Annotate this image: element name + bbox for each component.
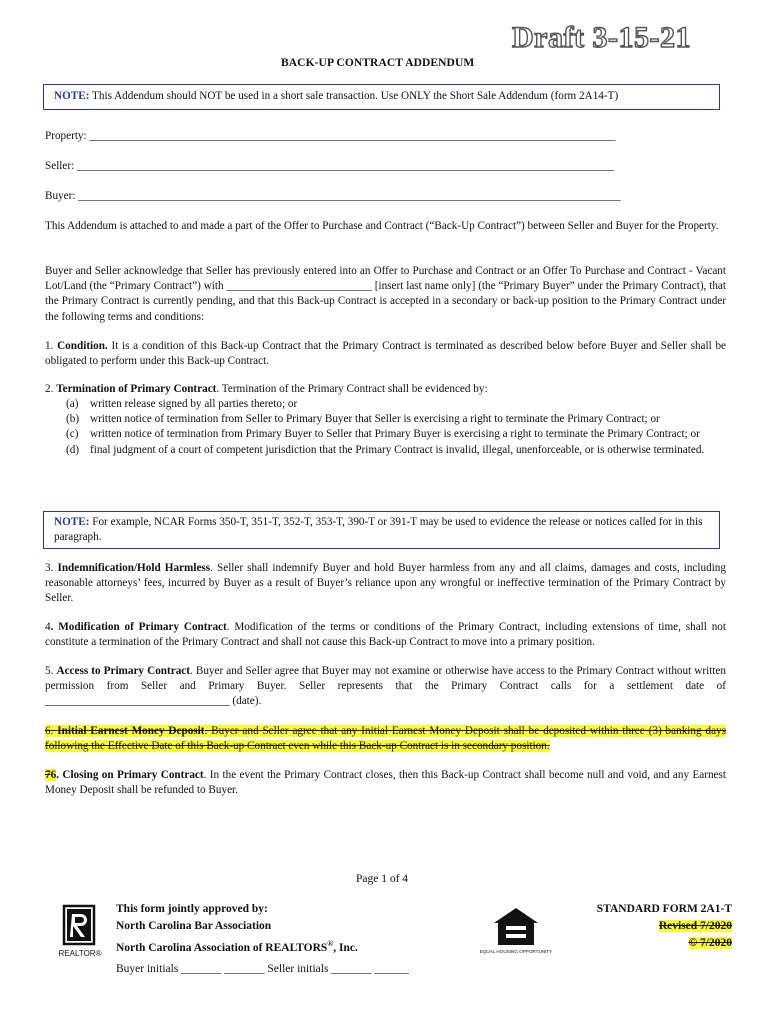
- document-title: BACK-UP CONTRACT ADDENDUM: [281, 57, 475, 69]
- section-heading: Condition.: [57, 340, 108, 352]
- section-earnest-money-deleted: [45, 724, 726, 754]
- section-text: . In the event the Primary Contract closes, then this Back-up Contract shall become null and void, and any Earnest Money Deposit shall be refunded to Buyer.: [45, 769, 726, 797]
- section-text: . Seller shall indemnify Buyer and hold Buyer harmless from any and all claims, damages and costs, including reasonable attorneys’ fees, incurred by Buyer as a result of Buyer’s reliance upon any wrongful or ineffective termination of the Primary Contract by Seller.: [45, 562, 726, 605]
- draft-stamp: Draft 3-15-21: [512, 21, 691, 54]
- property-field[interactable]: Property: ______________________________________________________________________________________________: [45, 130, 616, 142]
- section-heading: Closing on Primary Contract: [62, 769, 204, 781]
- section-number: 5.: [45, 665, 57, 677]
- note-text: This Addendum should NOT be used in a short sale transaction. Use ONLY the Short Sale Addendum (form 2A14-T): [89, 90, 619, 102]
- old-section-number: 7: [45, 769, 51, 781]
- acknowledgment-paragraph: Buyer and Seller acknowledge that Seller has previously entered into an Offer to Purchase and Contract or an Offer To Purchase and Contract - Vacant Lot/Land (the “Primary Contract”) with __________________________ [insert last name only] (the “Primary Buyer” under the Primary Contract), that the Primary Contract is currently pending, and that this Back-up Contract is accepted in a secondary or back-up position to the Primary Contract under the following terms and conditions:: [45, 265, 726, 323]
- section-text: . Buyer and Seller agree that Buyer may not examine or otherwise have access to the Primary Contract without written permission from Seller and Primary Buyer. Seller represents that the Primary Contract calls for a settlement date of _________________________________ (date).: [45, 665, 726, 708]
- section-condition: [45, 339, 726, 369]
- revised-date: Revised 7/2020: [658, 920, 732, 932]
- realtors-association: North Carolina Association of REALTORS®, Inc.: [116, 939, 358, 954]
- list-item: (d) final judgment of a court of competent jurisdiction that the Primary Contract is invalid, illegal, unenforceable, or is otherwise terminated.: [66, 443, 705, 456]
- section-text: . Modification of the terms or conditions of the Primary Contract, including extensions of time, shall not constitute a termination of the Primary Contract and shall not cause this Back-up Contract to move into a primary position.: [45, 621, 726, 649]
- section-heading: Access to Primary Contract: [56, 665, 190, 677]
- realtor-r-icon: [58, 906, 102, 958]
- list-item: (b) written notice of termination from Seller to Primary Buyer that Seller is exercising a right to terminate the Primary Contract; or: [66, 413, 660, 426]
- section-number: 1.: [45, 340, 58, 352]
- section-indemnification: [45, 561, 726, 607]
- svg-text:REALTOR®: REALTOR®: [58, 949, 102, 958]
- section-number: 3.: [45, 562, 58, 574]
- section-termination: [45, 382, 726, 397]
- section-text: It is a condition of this Back-up Contract that the Primary Contract is terminated as described below before Buyer and Seller shall be obligated to perform under this Back-up Contract.: [45, 340, 726, 368]
- form-number: STANDARD FORM 2A1-T: [596, 903, 732, 915]
- section-dot: .: [56, 769, 63, 781]
- section-heading: . Modification of Primary Contract: [50, 621, 227, 633]
- realtor-logo: [58, 906, 102, 958]
- approval-block: [116, 901, 358, 957]
- equal-housing-icon: [479, 905, 553, 957]
- note-label: NOTE:: [54, 90, 90, 102]
- approval-heading: This form jointly approved by:: [116, 903, 268, 915]
- section-number: 6.: [45, 725, 58, 737]
- initials-line[interactable]: Buyer initials _______ _______ Seller initials _______ ______: [116, 963, 409, 975]
- short-sale-note: [43, 84, 720, 110]
- section-modification: [45, 620, 726, 650]
- list-item: (c) written notice of termination from Primary Buyer to Seller that Primary Buyer is exercising a right to terminate the Primary Contract; or: [66, 428, 700, 441]
- seller-field[interactable]: Seller: ________________________________________________________________________________________________: [45, 160, 615, 172]
- note-label: NOTE:: [54, 516, 90, 528]
- list-item: (a) written release signed by all parties thereto; or: [66, 398, 298, 410]
- termination-list: [66, 397, 726, 458]
- section-number: 2.: [45, 383, 57, 395]
- note-text: For example, NCAR Forms 350-T, 351-T, 352-T, 353-T, 390-T or 391-T may be used to evidence the release or notices called for in this paragraph.: [54, 516, 703, 544]
- copyright: © 7/2020: [688, 937, 732, 949]
- svg-text:EQUAL HOUSING OPPORTUNITY: EQUAL HOUSING OPPORTUNITY: [479, 949, 553, 954]
- section-heading: Indemnification/Hold Harmless: [57, 562, 211, 574]
- ncar-forms-note: [43, 511, 720, 549]
- new-section-number: 6: [50, 769, 57, 781]
- section-text: . Termination of the Primary Contract shall be evidenced by:: [216, 383, 488, 395]
- section-text: . Buyer and Seller agree that any Initial Earnest Money Deposit shall be deposited within three (3) banking days following the Effective Date of this Back-up Contract even while this Back-up Contract is in secondary position.: [45, 725, 727, 753]
- intro-paragraph: This Addendum is attached to and made a part of the Offer to Purchase and Contract (“Back-Up Contract”) between Seller and Buyer for the Property.: [45, 220, 719, 232]
- section-heading: Termination of Primary Contract: [56, 383, 217, 395]
- section-heading: Initial Earnest Money Deposit: [57, 725, 205, 737]
- page-number: Page 1 of 4: [356, 873, 409, 885]
- bar-association: North Carolina Bar Association: [116, 920, 272, 932]
- buyer-field[interactable]: Buyer: _________________________________________________________________________________________________: [45, 190, 621, 202]
- section-closing: [45, 768, 726, 798]
- section-access: [45, 664, 726, 710]
- section-number: 4: [45, 621, 51, 633]
- equal-housing-logo: [479, 905, 553, 957]
- form-info: [560, 901, 732, 952]
